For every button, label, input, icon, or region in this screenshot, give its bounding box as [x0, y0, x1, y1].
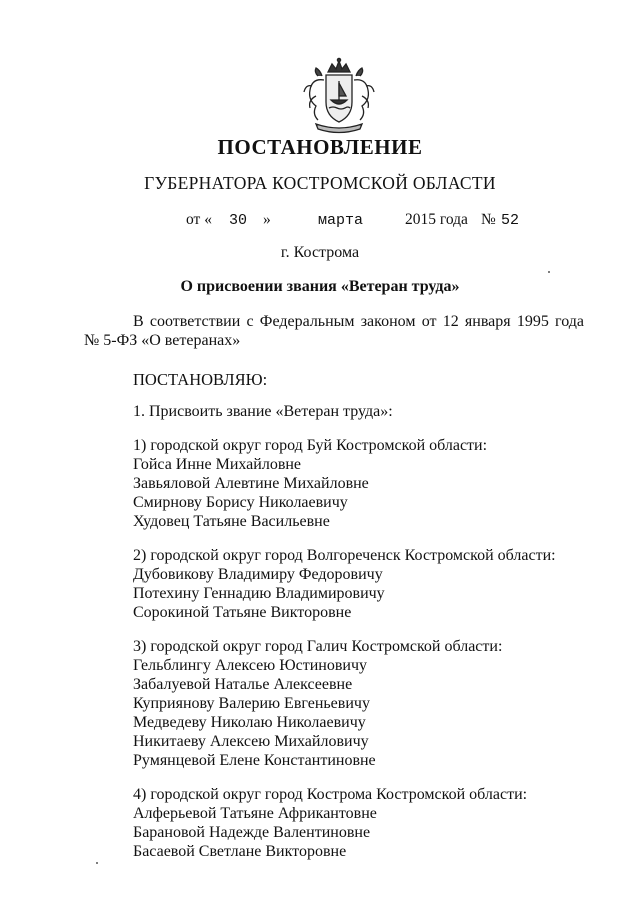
scan-speck [96, 862, 98, 864]
list-item: Гельблингу Алексею Юстиновичу [133, 657, 368, 674]
list-item: Басаевой Светлане Викторовне [133, 843, 347, 860]
list-item: Алферьевой Татьяне Африкантовне [133, 805, 377, 822]
document-subject: О присвоении звания «Ветеран труда» [180, 278, 460, 295]
coat-of-arms-icon [298, 56, 380, 134]
section-heading: 1) городской округ город Буй Костромской области: [133, 437, 488, 454]
list-item: Потехину Геннадию Владимировичу [133, 585, 385, 602]
list-item: Медведеву Николаю Николаевичу [133, 714, 366, 731]
list-item: Смирнову Борису Николаевичу [133, 494, 348, 511]
section-heading: 3) городской округ город Галич Костромской области: [133, 638, 503, 655]
date-day: 30 [229, 212, 248, 229]
list-item: Румянцевой Елене Константиновне [133, 752, 376, 769]
date-prefix: от « [186, 211, 212, 228]
section-heading: 2) городской округ город Волгореченск Костромской области: [133, 547, 556, 564]
document-subtitle: ГУБЕРНАТОРА КОСТРОМСКОЙ ОБЛАСТИ [144, 173, 496, 193]
number-sign: № [481, 211, 496, 228]
list-item: Завьяловой Алевтине Михайловне [133, 475, 369, 492]
list-item: Гойса Инне Михайловне [133, 456, 302, 473]
list-item: Худовец Татьяне Васильевне [133, 513, 330, 530]
list-item: Дубовикову Владимиру Федоровичу [133, 566, 383, 583]
date-quote-close: » [263, 211, 271, 228]
preamble-line-1: В соответствии с Федеральным законом от 12 января 1995 года [133, 313, 584, 330]
date-month: марта [318, 212, 364, 229]
preamble-line-2: № 5-ФЗ «О ветеранах» [84, 332, 241, 349]
list-item: Куприянову Валерию Евгеньевичу [133, 695, 370, 712]
list-item: Никитаеву Алексею Михайловичу [133, 733, 369, 750]
list-item: Сорокиной Татьяне Викторовне [133, 604, 352, 621]
section-heading: 4) городской округ город Кострома Костромской области: [133, 786, 528, 803]
decree-word: ПОСТАНОВЛЯЮ: [133, 370, 268, 389]
document-title: ПОСТАНОВЛЕНИЕ [217, 135, 423, 159]
document-number: 52 [501, 212, 520, 229]
list-item: Забалуевой Наталье Алексеевне [133, 676, 353, 693]
scan-speck [548, 271, 550, 273]
list-item: Барановой Надежде Валентиновне [133, 824, 371, 841]
document-city: г. Кострома [280, 244, 360, 261]
date-year: 2015 года [405, 211, 468, 228]
item-1: 1. Присвоить звание «Ветеран труда»: [133, 403, 393, 420]
